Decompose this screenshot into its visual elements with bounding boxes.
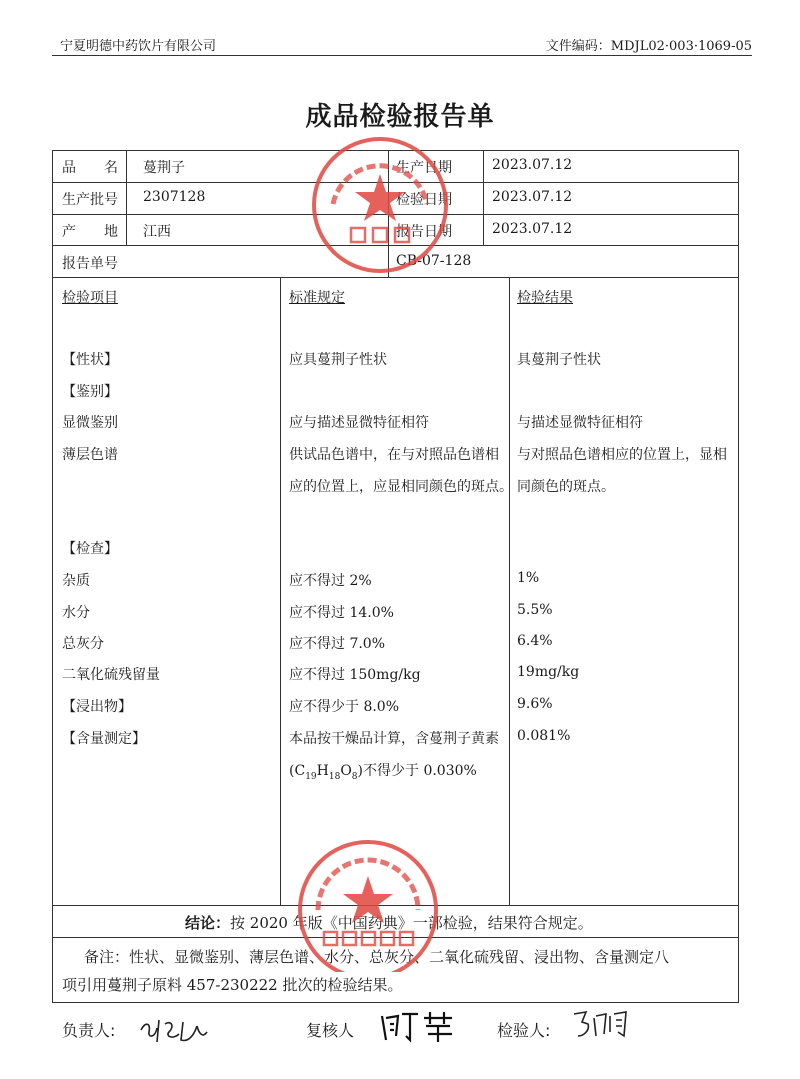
conclusion-label: 结论： <box>185 914 231 932</box>
origin-value: 江西 <box>143 224 171 240</box>
company-name: 宁夏明德中药饮片有限公司 <box>60 39 217 54</box>
product-name-value: 蔓荆子 <box>143 160 185 176</box>
conclusion-text: 按 2020 年版《中国药典》一部检验，结果符合规定。 <box>230 914 593 932</box>
quality-department-seal <box>305 130 455 280</box>
document-code: 文件编码：MDJL02·003·1069-05 <box>545 39 752 54</box>
row-item: 【性状】 <box>62 352 118 368</box>
row-result: 具蔓荆子性状 <box>517 352 601 368</box>
reviewer-signature <box>378 1006 458 1044</box>
row-standard: 应不得过 7.0% <box>289 636 386 652</box>
row-result: 1% <box>517 570 540 586</box>
responsible-signature <box>135 1008 210 1046</box>
row-item: 【鉴别】 <box>62 384 118 400</box>
row-standard: 供试品色谱中，在与对照品色谱相 <box>289 447 499 463</box>
header-divider <box>52 55 752 56</box>
test-date-label: 检验日期 <box>396 192 452 208</box>
report-number-label: 报告单号 <box>62 256 118 272</box>
quality-inspection-seal <box>288 832 448 972</box>
remarks-line-1: 备注：性状、显微鉴别、薄层色谱、水分、总灰分、二氧化硫残留、浸出物、含量测定八 <box>84 948 670 966</box>
test-date-value: 2023.07.12 <box>492 189 573 205</box>
row-item: 【含量测定】 <box>62 731 146 747</box>
row-result: 与对照品色谱相应的位置上，显相 <box>517 447 727 463</box>
row-standard: 应不得少于 8.0% <box>289 699 400 715</box>
batch-label: 生产批号 <box>62 192 118 208</box>
row-standard: 应的位置上，应显相同颜色的斑点。 <box>289 479 513 495</box>
row-item: 总灰分 <box>62 636 104 652</box>
column-header-result: 检验结果 <box>517 290 573 306</box>
row-item: 二氧化硫残留量 <box>62 667 160 683</box>
responsible-label: 负责人: <box>62 1021 116 1040</box>
row-result: 0.081% <box>517 728 571 744</box>
row-item: 杂质 <box>62 573 90 589</box>
production-date-value: 2023.07.12 <box>492 157 573 173</box>
batch-value: 2307128 <box>143 189 206 205</box>
row-result: 与描述显微特征相符 <box>517 415 643 431</box>
row-item: 【浸出物】 <box>62 699 132 715</box>
row-item: 水分 <box>62 605 90 621</box>
content-formula: $(C_{19}H_{18}O_8)$不得少于 0.030% <box>289 763 477 782</box>
inspector-signature <box>570 1006 640 1042</box>
report-date-value: 2023.07.12 <box>492 221 573 237</box>
report-number-value: CB-07-128 <box>396 253 472 269</box>
remarks-line-2: 项引用蔓荆子原料 457-230222 批次的检验结果。 <box>62 976 403 994</box>
report-title: 成品检验报告单 <box>305 102 495 132</box>
row-standard: 应不得过 150mg/kg <box>289 667 421 683</box>
row-result: 同颜色的斑点。 <box>517 479 615 495</box>
row-item: 【检查】 <box>62 541 118 557</box>
origin-label: 产 地 <box>62 224 118 240</box>
report-date-label: 报告日期 <box>396 224 452 240</box>
row-standard: 应具蔓荆子性状 <box>289 352 387 368</box>
row-item: 薄层色谱 <box>62 447 118 463</box>
row-result: 19mg/kg <box>517 664 580 680</box>
row-standard: 本品按干燥品计算，含蔓荆子黄素 <box>289 731 499 747</box>
production-date-label: 生产日期 <box>396 160 452 176</box>
reviewer-label: 复核人 <box>306 1021 355 1040</box>
inspector-label: 检验人: <box>497 1021 551 1040</box>
row-result: 5.5% <box>517 602 553 618</box>
row-standard: 应不得过 14.0% <box>289 605 394 621</box>
column-header-item: 检验项目 <box>62 290 118 306</box>
column-header-standard: 标准规定 <box>289 290 345 306</box>
row-standard: 应与描述显微特征相符 <box>289 415 429 431</box>
row-result: 6.4% <box>517 633 553 649</box>
row-item: 显微鉴别 <box>62 415 118 431</box>
row-result: 9.6% <box>517 696 553 712</box>
row-standard: 应不得过 2% <box>289 573 372 589</box>
product-name-label: 品 名 <box>62 160 118 176</box>
